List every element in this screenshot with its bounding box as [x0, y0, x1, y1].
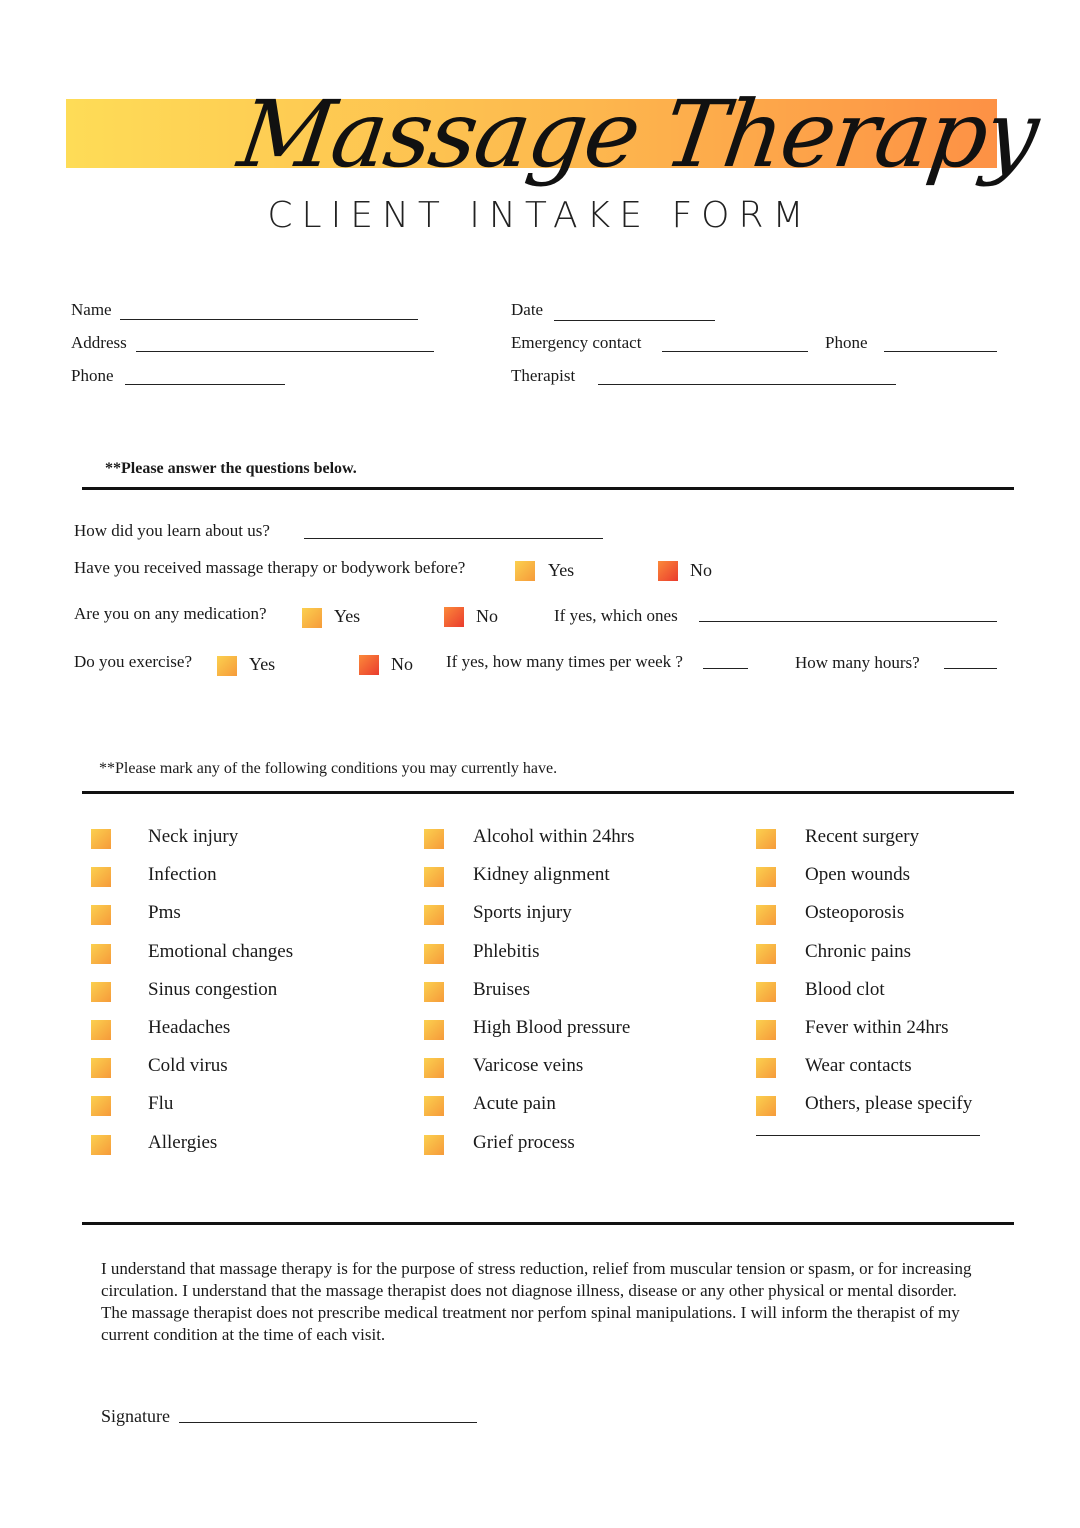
condition-checkbox[interactable]	[91, 867, 111, 887]
condition-label: Fever within 24hrs	[805, 1017, 949, 1038]
condition-checkbox[interactable]	[91, 944, 111, 964]
emergency-contact-field[interactable]	[662, 351, 808, 352]
exercise-yes-checkbox[interactable]	[217, 656, 237, 676]
condition-label: Pms	[148, 902, 181, 924]
medication-no-label: No	[476, 606, 498, 626]
condition-checkbox[interactable]	[424, 829, 444, 849]
condition-label: Allergies	[148, 1131, 218, 1153]
medication-yes-label: Yes	[334, 606, 361, 626]
condition-checkbox[interactable]	[756, 982, 776, 1002]
exercise-hours-label: How many hours?	[795, 653, 920, 672]
phone-label: Phone	[71, 366, 114, 385]
condition-checkbox[interactable]	[756, 1058, 776, 1078]
condition-checkbox[interactable]	[756, 867, 776, 887]
condition-checkbox[interactable]	[91, 1020, 111, 1040]
condition-label: Grief process	[473, 1131, 575, 1153]
condition-checkbox[interactable]	[424, 982, 444, 1002]
condition-checkbox[interactable]	[756, 905, 776, 925]
exercise-hours-field[interactable]	[944, 668, 997, 669]
therapist-label: Therapist	[511, 366, 576, 385]
q-prior-massage: Have you received massage therapy or bodywork before?	[74, 558, 466, 577]
exercise-frequency-field[interactable]	[703, 668, 748, 669]
form-subtitle: CLIENT INTAKE FORM	[267, 195, 813, 236]
phone-field[interactable]	[125, 384, 285, 385]
condition-checkbox[interactable]	[91, 1058, 111, 1078]
condition-checkbox[interactable]	[91, 829, 111, 849]
condition-label: Phlebitis	[473, 940, 540, 962]
condition-checkbox[interactable]	[91, 905, 111, 925]
condition-checkbox[interactable]	[424, 1135, 444, 1155]
section-divider-1	[82, 487, 1014, 490]
condition-label: Sinus congestion	[148, 978, 278, 1000]
name-label: Name	[71, 300, 112, 319]
learn-about-field[interactable]	[304, 538, 603, 539]
condition-label: Alcohol within 24hrs	[473, 826, 635, 847]
condition-label: Varicose veins	[473, 1055, 584, 1077]
condition-label: Emotional changes	[148, 940, 294, 962]
emergency-contact-label: Emergency contact	[511, 333, 642, 352]
condition-checkbox[interactable]	[756, 829, 776, 849]
q-exercise: Do you exercise?	[74, 652, 193, 671]
condition-label: Kidney alignment	[473, 864, 610, 886]
condition-label: Neck injury	[148, 826, 239, 847]
condition-checkbox[interactable]	[756, 1020, 776, 1040]
date-field[interactable]	[554, 320, 715, 321]
emergency-phone-field[interactable]	[884, 351, 997, 352]
date-label: Date	[511, 300, 544, 319]
questions-intro: **Please answer the questions below.	[105, 460, 357, 477]
therapist-field[interactable]	[598, 384, 896, 385]
condition-checkbox[interactable]	[424, 905, 444, 925]
consent-text: I understand that massage therapy is for the purpose of stress reduction, relief from muscular tension or spasm, or for increasing circulation. I understand that the massage therapist does not diagnose illness, disease or any other physical or mental disorder. The massage therapist does not prescribe medical treatment nor perfom spinal manipulations. I will inform the therapist of my current condition at the time of each visit.	[101, 1259, 972, 1344]
condition-label: Flu	[148, 1093, 174, 1115]
condition-checkbox[interactable]	[756, 944, 776, 964]
condition-checkbox[interactable]	[424, 1020, 444, 1040]
condition-label: Infection	[148, 864, 217, 886]
script-title: Massage Therapy	[232, 81, 1044, 188]
prior-massage-no-checkbox[interactable]	[658, 561, 678, 581]
q-learn-about: How did you learn about us?	[74, 521, 270, 540]
condition-label: Chronic pains	[805, 940, 912, 962]
medication-which-label: If yes, which ones	[554, 606, 678, 625]
condition-label: Cold virus	[148, 1055, 228, 1077]
prior-massage-yes-label: Yes	[548, 560, 575, 580]
exercise-no-label: No	[391, 654, 413, 674]
condition-label: Open wounds	[805, 864, 911, 886]
condition-checkbox[interactable]	[424, 1058, 444, 1078]
section-divider-3	[82, 1222, 1014, 1225]
exercise-yes-label: Yes	[249, 654, 276, 674]
medication-no-checkbox[interactable]	[444, 607, 464, 627]
condition-label: Headaches	[148, 1017, 231, 1038]
condition-checkbox[interactable]	[91, 1096, 111, 1116]
condition-label: Sports injury	[473, 902, 572, 924]
condition-checkbox[interactable]	[91, 982, 111, 1002]
condition-checkbox[interactable]	[424, 944, 444, 964]
address-label: Address	[71, 333, 127, 352]
signature-label: Signature	[101, 1406, 170, 1426]
condition-checkbox[interactable]	[91, 1135, 111, 1155]
medication-yes-checkbox[interactable]	[302, 608, 322, 628]
condition-label: High Blood pressure	[473, 1017, 631, 1038]
emergency-phone-label: Phone	[825, 333, 868, 352]
condition-label: Wear contacts	[805, 1055, 912, 1077]
conditions-intro: **Please mark any of the following conditions you may currently have.	[99, 760, 558, 777]
prior-massage-yes-checkbox[interactable]	[515, 561, 535, 581]
condition-label: Others, please specify	[805, 1093, 973, 1115]
name-field[interactable]	[120, 319, 418, 320]
medication-which-field[interactable]	[699, 621, 997, 622]
condition-label: Bruises	[473, 978, 530, 1000]
condition-checkbox[interactable]	[756, 1096, 776, 1116]
condition-checkbox[interactable]	[424, 867, 444, 887]
q-medication: Are you on any medication?	[74, 604, 267, 623]
condition-label: Acute pain	[473, 1093, 556, 1115]
condition-label: Blood clot	[805, 978, 885, 1000]
condition-label: Osteoporosis	[805, 902, 905, 924]
exercise-no-checkbox[interactable]	[359, 655, 379, 675]
prior-massage-no-label: No	[690, 560, 712, 580]
address-field[interactable]	[136, 351, 434, 352]
others-specify-field[interactable]	[756, 1135, 980, 1136]
section-divider-2	[82, 791, 1014, 794]
condition-checkbox[interactable]	[424, 1096, 444, 1116]
signature-field[interactable]	[179, 1422, 477, 1423]
exercise-frequency-label: If yes, how many times per week ?	[446, 652, 683, 671]
condition-label: Recent surgery	[805, 826, 920, 847]
